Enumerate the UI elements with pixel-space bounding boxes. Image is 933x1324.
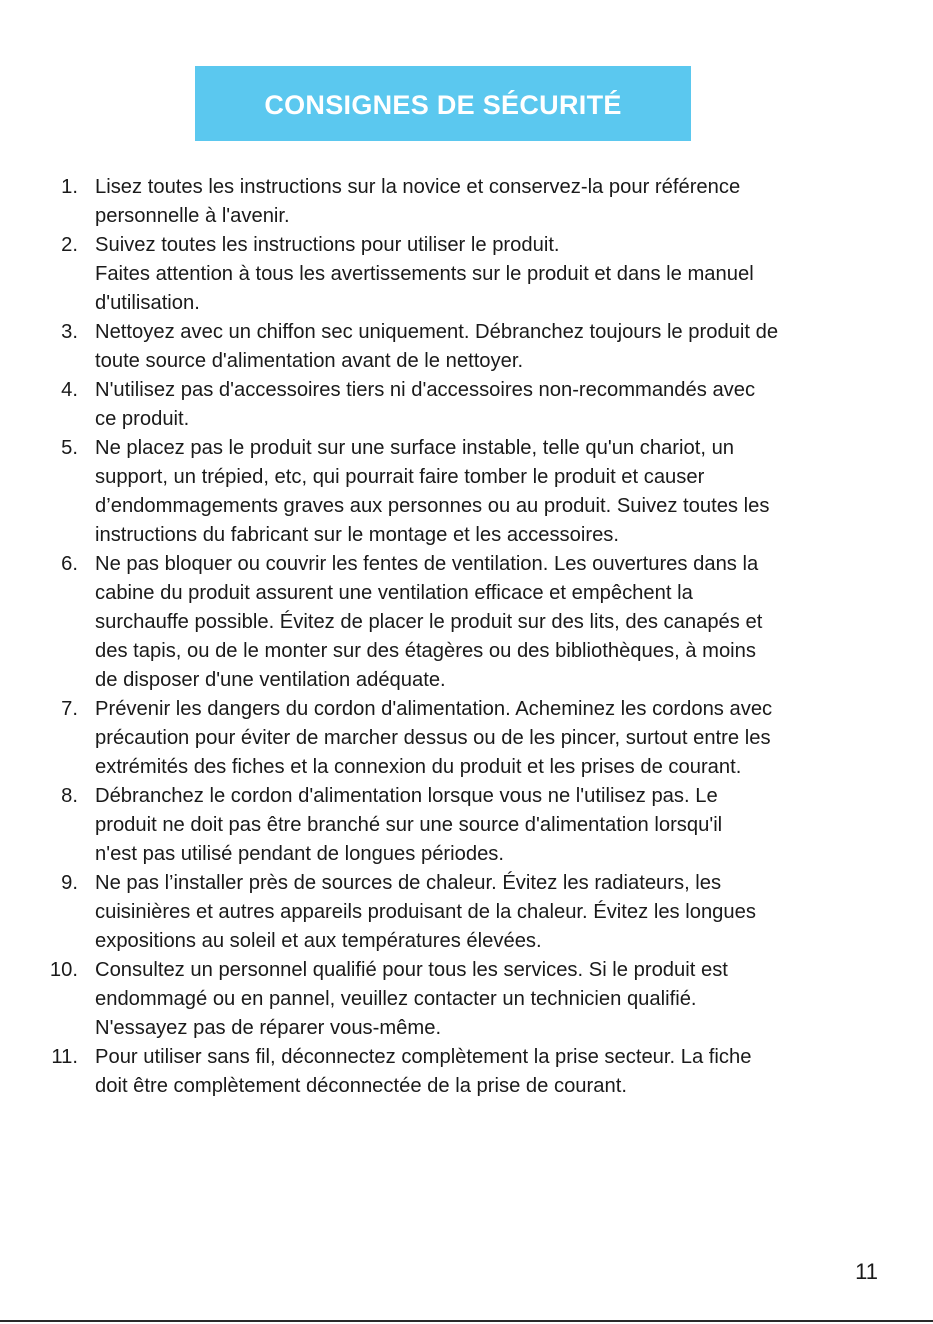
instruction-text-line: Nettoyez avec un chiffon sec uniquement. Débranchez toujours le produit de: [95, 321, 779, 343]
instruction-text-line: d’endommagements graves aux personnes ou au produit. Suivez toutes les: [95, 495, 770, 517]
instruction-text-line: Pour utiliser sans fil, déconnectez complètement la prise secteur. La fiche: [95, 1046, 752, 1068]
instruction-number: 8.: [61, 785, 78, 807]
instruction-text-line: N'utilisez pas d'accessoires tiers ni d'accessoires non-recommandés avec: [95, 379, 756, 401]
instruction-item: [0, 956, 933, 1043]
instruction-text-line: produit ne doit pas être branché sur une source d'alimentation lorsqu'il: [95, 814, 723, 836]
instruction-number: 1.: [61, 176, 78, 198]
instruction-text-line: Ne pas bloquer ou couvrir les fentes de ventilation. Les ouvertures dans la: [95, 553, 759, 575]
instruction-item: [0, 1043, 933, 1101]
instruction-text-line: n'est pas utilisé pendant de longues périodes.: [95, 843, 505, 865]
instruction-text-line: cuisinières et autres appareils produisant de la chaleur. Évitez les longues: [95, 901, 756, 923]
instruction-item: [0, 869, 933, 956]
instruction-number: 7.: [61, 698, 78, 720]
instruction-text-line: Faites attention à tous les avertissements sur le produit et dans le manuel: [95, 263, 754, 285]
instruction-item: [0, 434, 933, 550]
instruction-text-line: surchauffe possible. Évitez de placer le produit sur des lits, des canapés et: [95, 611, 763, 633]
instruction-text-line: support, un trépied, etc, qui pourrait faire tomber le produit et causer: [95, 466, 705, 488]
bottom-divider: [0, 1320, 933, 1322]
instruction-text-line: Débranchez le cordon d'alimentation lorsque vous ne l'utilisez pas. Le: [95, 785, 718, 807]
instruction-text-line: Ne placez pas le produit sur une surface instable, telle qu'un chariot, un: [95, 437, 735, 459]
instruction-text-line: des tapis, ou de le monter sur des étagères ou des bibliothèques, à moins: [95, 640, 756, 662]
instruction-text-line: ce produit.: [95, 408, 190, 430]
instruction-text-line: instructions du fabricant sur le montage et les accessoires.: [95, 524, 620, 546]
instruction-text-line: d'utilisation.: [95, 292, 200, 314]
instruction-text-line: Consultez un personnel qualifié pour tous les services. Si le produit est: [95, 959, 728, 981]
instruction-number: 5.: [61, 437, 78, 459]
instruction-number: 2.: [61, 234, 78, 256]
instruction-number: 3.: [61, 321, 78, 343]
instruction-text-line: précaution pour éviter de marcher dessus ou de les pincer, surtout entre les: [95, 727, 771, 749]
instruction-item: [0, 695, 933, 782]
instruction-text-line: doit être complètement déconnectée de la prise de courant.: [95, 1075, 627, 1097]
instruction-text-line: toute source d'alimentation avant de le nettoyer.: [95, 350, 524, 372]
instruction-number: 6.: [61, 553, 78, 575]
instruction-text-line: Ne pas l’installer près de sources de chaleur. Évitez les radiateurs, les: [95, 872, 722, 894]
page-number: 11: [855, 1259, 878, 1284]
instruction-text-line: extrémités des fiches et la connexion du produit et les prises de courant.: [95, 756, 742, 778]
instruction-item: [0, 318, 933, 376]
instruction-text-line: personnelle à l'avenir.: [95, 205, 290, 227]
page-title: CONSIGNES DE SÉCURITÉ: [264, 90, 622, 120]
instruction-text-line: de disposer d'une ventilation adéquate.: [95, 669, 446, 691]
instruction-item: [0, 173, 933, 231]
instruction-text-line: expositions au soleil et aux températures élevées.: [95, 930, 542, 952]
instruction-text-line: Prévenir les dangers du cordon d'alimentation. Acheminez les cordons avec: [95, 698, 773, 720]
instruction-item: [0, 550, 933, 695]
instruction-text-line: cabine du produit assurent une ventilation efficace et empêchent la: [95, 582, 693, 604]
instruction-item: [0, 376, 933, 434]
instruction-item: [0, 782, 933, 869]
instruction-item: [0, 231, 933, 318]
instruction-text-line: Lisez toutes les instructions sur la novice et conservez-la pour référence: [95, 176, 741, 198]
instruction-text-line: endommagé ou en pannel, veuillez contacter un technicien qualifié.: [95, 988, 697, 1010]
instruction-number: 9.: [61, 872, 78, 894]
instruction-number: 11.: [51, 1046, 78, 1068]
instruction-number: 4.: [61, 379, 78, 401]
instruction-number: 10.: [49, 959, 78, 981]
title-banner: [195, 66, 691, 141]
instruction-text-line: N'essayez pas de réparer vous-même.: [95, 1017, 442, 1039]
instruction-text-line: Suivez toutes les instructions pour utiliser le produit.: [95, 234, 560, 256]
safety-instructions-list: [0, 173, 933, 1101]
